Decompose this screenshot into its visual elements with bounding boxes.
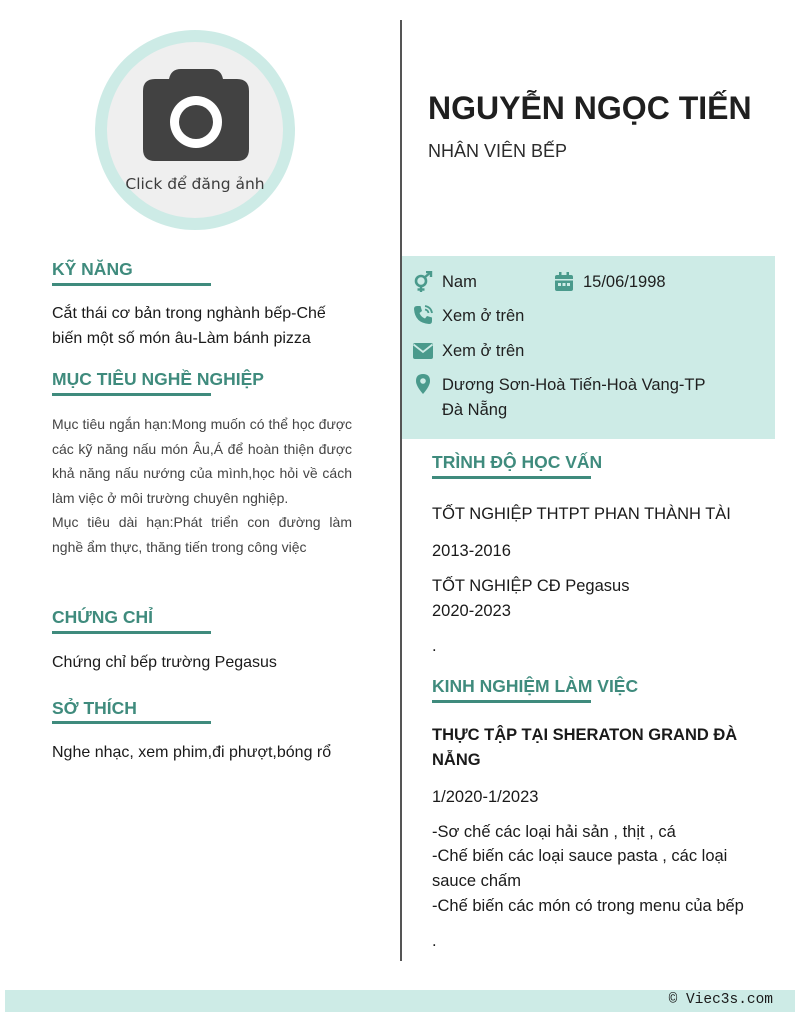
short-term-goal: Mục tiêu ngắn hạn:Mong muốn có thể học được các kỹ năng nấu món Âu,Á để hoàn thiện được khả năng nấu nướng của mình,học hỏi về cách làm việc ở môi trường chuyên nghiệp.	[52, 416, 352, 506]
calendar-icon	[553, 271, 575, 293]
experience-placeholder-dot: .	[432, 932, 437, 950]
certificate-item: Chứng chỉ bếp trường Pegasus	[52, 654, 277, 671]
education-years: 2013-2016	[432, 542, 511, 560]
skills-line: Cắt thái cơ bản trong nghành bếp-Chế	[52, 305, 326, 322]
copyright-text: © Viec3s.com	[668, 992, 773, 1008]
birthdate-value: 15/06/1998	[583, 273, 666, 291]
education-placeholder-dot: .	[432, 637, 437, 655]
education-heading: TRÌNH ĐỘ HỌC VẤN	[432, 452, 603, 472]
hobbies-text: Nghe nhạc, xem phim,đi phượt,bóng rổ	[52, 744, 332, 761]
phone-icon	[412, 304, 434, 326]
skills-line: biến một số món âu-Làm bánh pizza	[52, 330, 311, 347]
experience-position: THỰC TẬP TẠI SHERATON GRAND ĐÀ	[432, 726, 738, 744]
skills-underline	[52, 283, 211, 286]
avatar-upload[interactable]	[95, 30, 295, 230]
camera-icon	[141, 67, 251, 163]
footer-bar	[5, 990, 795, 1012]
phone-value: Xem ở trên	[442, 307, 525, 325]
address-line: Dương Sơn-Hoà Tiến-Hoà Vang-TP	[442, 376, 706, 394]
address-line: Đà Nẵng	[442, 401, 508, 419]
email-icon	[412, 340, 434, 362]
experience-duty: -Sơ chế các loại hải sản , thịt , cá	[432, 823, 676, 841]
certificates-heading: CHỨNG CHỈ	[52, 607, 154, 627]
experience-duty: -Chế biến các loại sauce pasta , các loại	[432, 847, 728, 865]
career-goal-heading: MỤC TIÊU NGHỀ NGHIỆP	[52, 369, 264, 389]
experience-duty: -Chế biến các món có trong menu của bếp	[432, 897, 744, 915]
avatar-placeholder[interactable]	[107, 42, 283, 218]
experience-underline	[432, 700, 591, 703]
skills-text	[52, 301, 352, 351]
certificates-underline	[52, 631, 211, 634]
education-school: TỐT NGHIỆP THTPT PHAN THÀNH TÀI	[432, 505, 731, 523]
long-term-goal: Mục tiêu dài hạn:Phát triển con đường làm nghề ẩm thực, thăng tiến trong công việc	[52, 514, 352, 555]
gender-value: Nam	[442, 273, 477, 291]
candidate-name: NGUYỄN NGỌC TIẾN	[428, 90, 752, 126]
career-goal-text	[52, 412, 352, 559]
gender-icon	[412, 271, 434, 293]
education-school: TỐT NGHIỆP CĐ Pegasus	[432, 577, 630, 595]
experience-period: 1/2020-1/2023	[432, 788, 539, 806]
education-underline	[432, 476, 591, 479]
column-divider	[400, 20, 402, 961]
hobbies-heading: SỞ THÍCH	[52, 698, 137, 718]
education-years: 2020-2023	[432, 602, 511, 620]
experience-position: NẴNG	[432, 751, 481, 769]
upload-photo-label: Click để đăng ảnh	[125, 175, 265, 193]
hobbies-underline	[52, 721, 211, 724]
email-value: Xem ở trên	[442, 342, 525, 360]
contact-panel	[402, 256, 775, 439]
location-icon	[412, 373, 434, 395]
career-goal-underline	[52, 393, 211, 396]
experience-duty: sauce chấm	[432, 872, 521, 890]
experience-heading: KINH NGHIỆM LÀM VIỆC	[432, 676, 639, 696]
skills-heading: KỸ NĂNG	[52, 259, 133, 279]
job-title: NHÂN VIÊN BẾP	[428, 141, 568, 161]
